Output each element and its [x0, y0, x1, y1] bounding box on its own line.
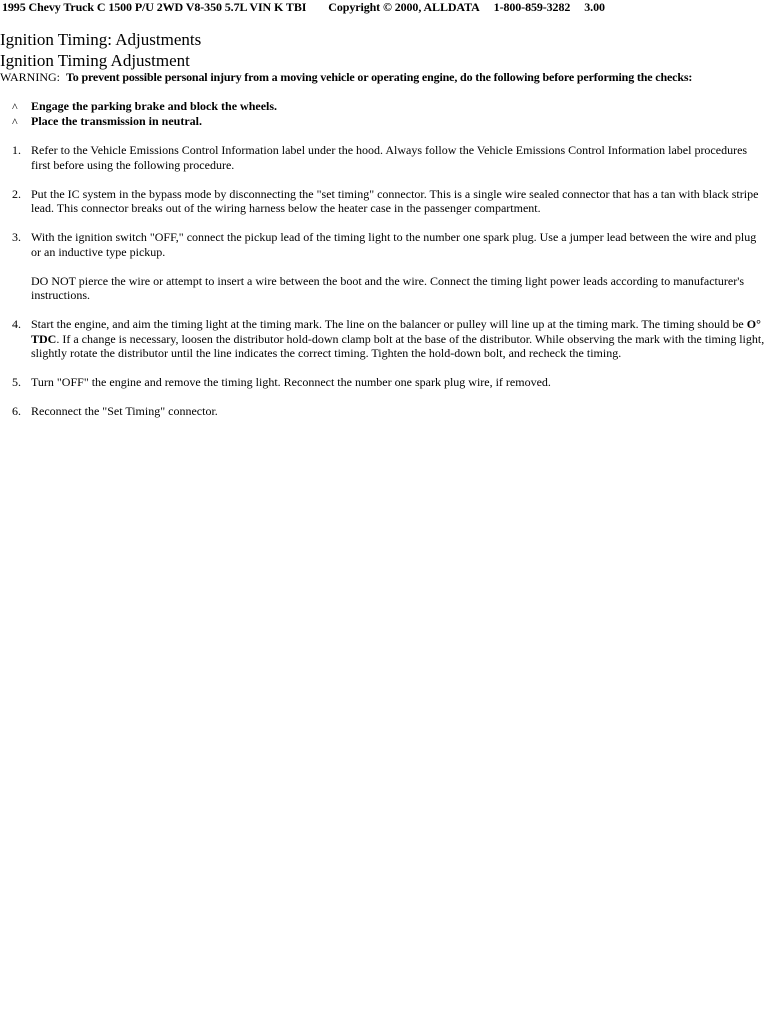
procedure-steps: [0, 143, 766, 433]
step-number: 2.: [12, 186, 21, 201]
step-number: 3.: [12, 230, 21, 244]
step-note: DO NOT pierce the wire or attempt to insert a wire between the boot and the wire. Connect the timing light power leads according to manufacturer's instructions.: [31, 273, 745, 302]
step-item: [0, 404, 766, 419]
document-header: [2, 0, 605, 16]
step-item: [0, 187, 766, 216]
step-number: 6.: [12, 404, 21, 418]
step-text: Reconnect the "Set Timing" connector.: [31, 404, 218, 418]
warning-notice: [0, 70, 692, 85]
step-text: With the ignition switch "OFF," connect the pickup lead of the timing light to the number one spark plug. Use a jumper lead between the wire and plug or an inductive type pickup.: [31, 230, 757, 259]
step-number: 4.: [12, 317, 21, 331]
bullet-marker: ^: [12, 115, 18, 129]
step-text: Turn "OFF" the engine and remove the timing light. Reconnect the number one spark plug wire, if removed.: [31, 375, 551, 389]
warning-label: WARNING:: [0, 70, 60, 84]
bullet-text: Place the transmission in neutral.: [31, 114, 202, 128]
step-item: [0, 230, 766, 303]
bullet-marker: ^: [12, 100, 18, 114]
timing-spec: O° TDC: [31, 317, 761, 346]
section-title: Ignition Timing: Adjustments: [0, 30, 202, 49]
list-item: [0, 114, 760, 129]
step-text-part: . If a change is necessary, loosen the distributor hold-down clamp bolt at the base of the distributor. While observing the mark with the timing light, slightly rotate the distributor until the line indicates the correct timing. Tighten the hold-down bolt, and recheck the timing.: [31, 331, 765, 360]
bullet-text: Engage the parking brake and block the wheels.: [31, 99, 278, 113]
warning-text: To prevent possible personal injury from a moving vehicle or operating engine, do the following before performing the checks:: [66, 70, 693, 84]
step-text: [31, 317, 766, 361]
list-item: [0, 99, 760, 114]
step-number: 1.: [12, 143, 21, 157]
version-number: 3.00: [584, 0, 605, 14]
step-number: 5.: [12, 375, 21, 389]
step-text: Put the IC system in the bypass mode by disconnecting the "set timing" connector. This is a single wire sealed connector that has a tan with black stripe lead. This connector breaks out of the wiring harness below the heater case in the passenger compartment.: [31, 186, 759, 215]
step-text-part: Start the engine, and aim the timing light at the timing mark. The line on the balancer or pulley will line up at the timing mark. The timing should be: [31, 317, 747, 331]
step-item: [0, 317, 766, 361]
step-item: [0, 375, 766, 390]
vehicle-info: 1995 Chevy Truck C 1500 P/U 2WD V8-350 5.7L VIN K TBI: [2, 0, 307, 14]
step-item: [0, 143, 766, 172]
step-text: Refer to the Vehicle Emissions Control Information label under the hood. Always follow the Vehicle Emissions Control Information label procedures first before using the following procedure.: [31, 143, 748, 172]
copyright-notice: Copyright © 2000, ALLDATA: [328, 0, 480, 14]
procedure-title: Ignition Timing Adjustment: [0, 51, 190, 70]
phone-number: 1-800-859-3282: [493, 0, 571, 14]
precaution-list: [0, 99, 760, 129]
